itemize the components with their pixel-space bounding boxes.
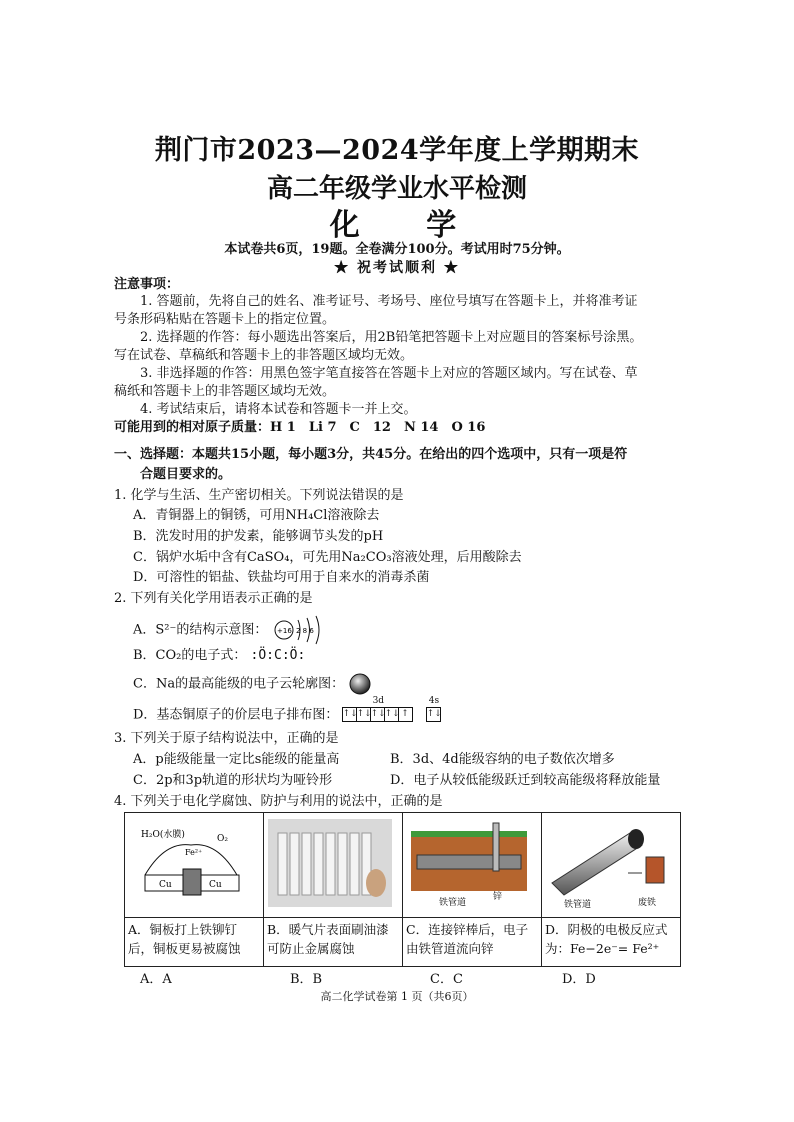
note-line: 写在试卷、草稿纸和答题卡上的非答题区域均无效。 xyxy=(114,348,414,363)
section-heading-cont: 合题目要求的。 xyxy=(140,467,232,482)
4s-label: 4s xyxy=(428,696,440,706)
q2-option-a xyxy=(133,615,713,645)
q1-option-b: B．洗发时用的护发素，能够调节头发的pH xyxy=(133,529,384,544)
shell-electrons-label: 2 8 6 xyxy=(295,627,314,635)
q3-option-b: B．3d、4d能级容纳的电子数依次增多 xyxy=(390,752,615,767)
cu-3d-orbital-diagram xyxy=(342,696,413,724)
note-line: 稿纸和答题卡上的非答题区域均无效。 xyxy=(114,384,336,399)
atomic-masses: 可能用到的相对原子质量：H 1 Li 7 C 12 N 14 O 16 xyxy=(114,420,486,435)
cu-right-label: Cu xyxy=(209,880,222,890)
figure-c-cell xyxy=(403,813,542,918)
q2-option-c-text: C．Na的最高能级的电子云轮廓图： xyxy=(133,676,345,692)
zinc-label: 锌 xyxy=(493,892,503,902)
painted-radiator-photo xyxy=(264,813,396,913)
nucleus-label: +16 xyxy=(276,627,292,635)
fe-ion-label: Fe²⁺ xyxy=(185,848,203,857)
water-film-label: H₂O(水膜) xyxy=(141,830,185,840)
figure-d-cell xyxy=(542,813,681,918)
note-line: 3. 非选择题的作答：用黑色签字笔直接答在答题卡上对应的答题区域内。写在试卷、草 xyxy=(140,366,638,381)
figure-b-caption: B．暖气片表面刷油漆可防止金属腐蚀 xyxy=(264,918,403,967)
q3-option-d: D．电子从较低能级跃迁到较高能级将释放能量 xyxy=(390,773,661,788)
notes-heading: 注意事项： xyxy=(114,277,180,292)
q3-option-a: A．p能级能量一定比s能级的能量高 xyxy=(133,752,340,767)
figure-a-caption: A．铜板打上铁铆钉后，铜板更易被腐蚀 xyxy=(125,918,264,967)
q4-figure-table xyxy=(124,812,681,967)
q2-option-b xyxy=(133,647,713,665)
figure-b-cell xyxy=(264,813,403,918)
page-footer: 高二化学试卷第 1 页（共6页） xyxy=(320,990,474,1003)
figure-c-caption: C．连接锌棒后，电子由铁管道流向锌 xyxy=(403,918,542,967)
q2-option-d-text: D．基态铜原子的价层电子排布图： xyxy=(133,707,339,723)
3d-label: 3d xyxy=(372,696,385,706)
cu-left-label: Cu xyxy=(159,880,172,890)
q2-stem: 2. 下列有关化学用语表示正确的是 xyxy=(114,591,313,606)
note-line: 1. 答题前，先将自己的姓名、准考证号、考场号、座位号填写在答题卡上，并将准考证 xyxy=(140,294,638,309)
scrap-iron-label: 废铁 xyxy=(638,898,657,908)
scrap-iron-pipe-diagram xyxy=(542,813,674,913)
orbital-box: ↑↓ xyxy=(426,707,441,722)
q1-option-d: D．可溶性的铝盐、铁盐均可用于自来水的消毒杀菌 xyxy=(133,570,430,585)
cu-4s-orbital-diagram xyxy=(426,696,442,724)
q3-option-c: C．2p和3p轨道的形状均为哑铃形 xyxy=(133,773,333,788)
orbital-box: ↑ xyxy=(398,707,413,722)
section-heading: 一、选择题：本题共15小题，每小题3分，共45分。在给出的四个选项中，只有一项是符 xyxy=(114,447,628,462)
exam-title: 荆门市2023—2024学年度上学期期末 xyxy=(154,135,640,166)
q4-choice-b: B．B xyxy=(290,972,323,987)
q2-option-c xyxy=(133,673,713,695)
orbital-box: ↑↓ xyxy=(370,707,385,722)
exam-info: 本试卷共6页，19题。全卷满分100分。考试用时75分钟。 xyxy=(224,242,570,257)
note-line: 4. 考试结束后，请将本试卷和答题卡一并上交。 xyxy=(140,402,417,417)
copper-iron-rivet-diagram xyxy=(125,813,257,913)
zinc-sacrificial-anode-diagram xyxy=(403,813,535,913)
q1-stem: 1. 化学与生活、生产密切相关。下列说法错误的是 xyxy=(114,488,404,503)
q3-stem: 3. 下列关于原子结构说法中，正确的是 xyxy=(114,731,339,746)
q2-option-b-text: B．CO₂的电子式： xyxy=(133,648,247,663)
q4-stem: 4. 下列关于电化学腐蚀、防护与利用的说法中，正确的是 xyxy=(114,794,443,809)
exam-subtitle: 高二年级学业水平检测 xyxy=(266,174,527,204)
q2-option-d xyxy=(133,696,713,725)
q4-choice-c: C．C xyxy=(430,972,463,987)
subject-title: 化 学 xyxy=(329,208,485,243)
note-line: 2. 选择题的作答：每小题选出答案后，用2B铅笔把答题卡上对应题目的答案标号涂黑。 xyxy=(140,330,643,345)
orbital-box: ↑↓ xyxy=(342,707,357,722)
iron-pipe-label: 铁管道 xyxy=(564,900,592,910)
q4-choice-a: A．A xyxy=(140,972,172,987)
sulfide-ion-structure-diagram xyxy=(272,615,332,645)
good-luck-line: ★ 祝考试顺利 ★ xyxy=(334,260,460,276)
q2-option-a-text: A．S²⁻的结构示意图： xyxy=(133,622,268,638)
orbital-box: ↑↓ xyxy=(356,707,371,722)
orbital-box: ↑↓ xyxy=(384,707,399,722)
figure-a-cell xyxy=(125,813,264,918)
iron-pipe-label: 铁管道 xyxy=(439,898,467,908)
figure-d-caption: D．阴极的电极反应式为：Fe−2e⁻= Fe²⁺ xyxy=(542,918,681,967)
q4-choice-d: D．D xyxy=(562,972,596,987)
q1-option-c: C．锅炉水垢中含有CaSO₄，可先用Na₂CO₃溶液处理，后用酸除去 xyxy=(133,550,522,565)
s-orbital-sphere-icon xyxy=(348,673,372,695)
o2-label: O₂ xyxy=(217,834,228,844)
co2-electron-formula: :Ö:C:Ö: xyxy=(250,648,306,663)
q1-option-a: A．青铜器上的铜锈，可用NH₄Cl溶液除去 xyxy=(133,508,380,523)
note-line: 号条形码粘贴在答题卡上的指定位置。 xyxy=(114,312,336,327)
